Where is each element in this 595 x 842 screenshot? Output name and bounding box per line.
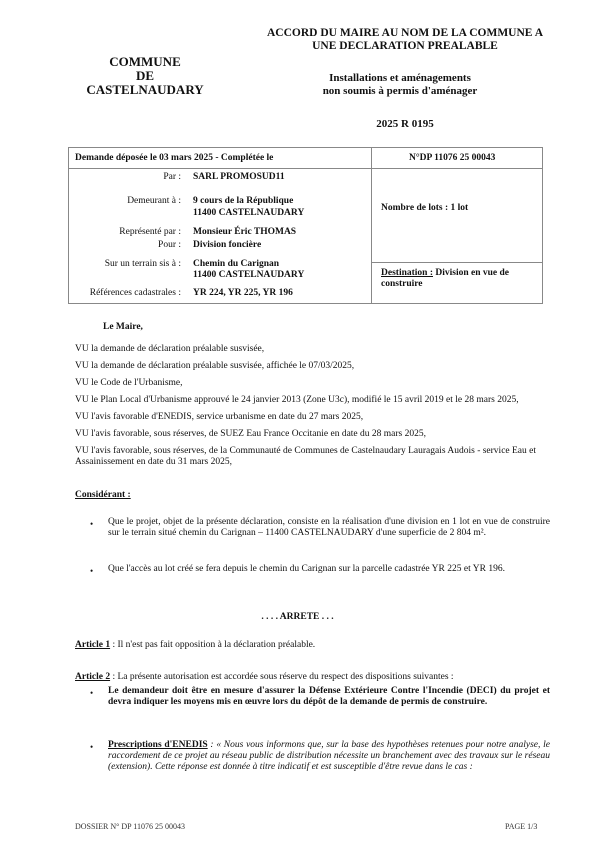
bullet-icon: • — [90, 519, 94, 529]
article-2-decI: Le demandeur doit être en mesure d'assurer la Défense Extérieure Contre l'Incendie (DECI) du projet et devra indiquer les moyens mis en œuvre lors du dépôt de la demande de permis de construire. — [108, 686, 550, 707]
demande-date: Demande déposée le 03 mars 2025 - Complétée le — [75, 153, 274, 163]
request-table — [68, 147, 543, 304]
destination-label: Destination : — [381, 268, 433, 278]
vu-item: VU le Plan Local d'Urbanisme approuvé le 24 janvier 2013 (Zone U3c), modifié le 15 avril 2019 et le 28 mars 2025, — [75, 395, 519, 405]
vu-list — [75, 344, 550, 468]
footer-page: PAGE 1/3 — [505, 822, 538, 831]
vu-item: VU l'avis favorable d'ENEDIS, service urbanisme en date du 27 mars 2025, — [75, 412, 364, 422]
article-1-text: : Il n'est pas fait opposition à la déclaration préalable. — [110, 640, 316, 650]
article-2 — [75, 672, 550, 683]
considerant-title: Considérant : — [75, 490, 131, 500]
destination — [381, 268, 536, 290]
considerant-item: Que l'accès au lot créé se fera depuis le chemin du Carignan sur la parcelle cadastrée YR 225 et YR 196. — [108, 564, 505, 574]
row-value: SARL PROMOSUD11 — [193, 172, 285, 182]
commune-line: COMMUNE — [109, 54, 181, 69]
nombre-lots: Nombre de lots : 1 lot — [381, 203, 469, 213]
article-2-text: : La présente autorisation est accordée sous réserve du respect des dispositions suivantes : — [110, 672, 454, 682]
dossier-number: N°DP 11076 25 00043 — [409, 153, 496, 163]
vu-item: VU la demande de déclaration préalable susvisée, — [75, 344, 265, 354]
row-value: 11400 CASTELNAUDARY — [193, 270, 305, 280]
row-value: 11400 CASTELNAUDARY — [193, 208, 305, 218]
table-divider — [69, 168, 542, 169]
arrete-title: . . . . ARRETE . . . — [261, 612, 334, 622]
accord-line: ACCORD DU MAIRE AU NOM DE LA COMMUNE A — [267, 27, 543, 39]
bullet-icon: • — [90, 688, 94, 698]
row-label: Références cadastrales : — [89, 288, 181, 298]
article-1 — [75, 640, 550, 651]
enedis-title: Prescriptions d'ENEDIS — [108, 740, 208, 750]
bullet-icon: • — [90, 566, 94, 576]
destination-value: Division en vue de construire — [381, 268, 510, 289]
article-2-title: Article 2 — [75, 672, 111, 682]
commune-line: CASTELNAUDARY — [86, 82, 204, 97]
row-value: YR 224, YR 225, YR 196 — [193, 288, 293, 298]
table-divider — [371, 262, 542, 263]
installations-subtitle — [280, 72, 520, 98]
row-value: Division foncière — [193, 240, 262, 250]
row-label: Pour : — [158, 240, 181, 250]
article-2-enedis — [108, 740, 550, 773]
article-1-title: Article 1 — [75, 640, 111, 650]
row-value: 9 cours de la République — [193, 196, 294, 206]
enedis-text: : « Nous vous informons que, sur la base des hypothèses retenues pour notre analyse, le raccordement de ce projet au réseau public de distribution nécessite un branchement avec des travaux sur le réseau (extension). Cette réponse est donnée à titre indicatif et est susceptible d'être revue dans le cas : — [108, 740, 550, 772]
le-maire: Le Maire, — [103, 322, 143, 332]
row-value: Monsieur Éric THOMAS — [193, 227, 297, 237]
commune-name — [70, 55, 220, 97]
vu-item: VU l'avis favorable, sous réserves, de la Communauté de Communes de Castelnaudary Lauragais Audois - service Eau et Assainissement en date du 31 mars 2025, — [75, 446, 537, 467]
accord-title — [240, 27, 570, 52]
vu-item: VU la demande de déclaration préalable susvisée, affichée le 07/03/2025, — [75, 361, 355, 371]
row-label: Par : — [163, 172, 181, 182]
vu-item: VU l'avis favorable, sous réserves, de SUEZ Eau France Occitanie en date du 28 mars 2025, — [75, 429, 426, 439]
table-divider — [371, 148, 372, 303]
vu-item: VU le Code de l'Urbanisme, — [75, 378, 183, 388]
installations-line: non soumis à permis d'aménager — [322, 85, 478, 97]
row-label: Sur un terrain sis à : — [104, 259, 181, 269]
installations-line: Installations et aménagements — [329, 72, 471, 84]
accord-line: UNE DECLARATION PREALABLE — [312, 39, 498, 52]
row-value: Chemin du Carignan — [193, 259, 280, 269]
footer-dossier: DOSSIER N° DP 11076 25 00043 — [75, 822, 185, 831]
reference-number: 2025 R 0195 — [376, 118, 434, 130]
row-label: Demeurant à : — [127, 196, 181, 206]
considerant-item: Que le projet, objet de la présente déclaration, consiste en la réalisation d'une division en 1 lot en vue de construire sur le terrain situé chemin du Carignan – 11400 CASTELNAUDARY d'une superficie de 2 804 m². — [108, 517, 550, 538]
commune-line: DE — [135, 68, 155, 83]
bullet-icon: • — [90, 742, 94, 752]
row-label: Représenté par : — [119, 227, 181, 237]
